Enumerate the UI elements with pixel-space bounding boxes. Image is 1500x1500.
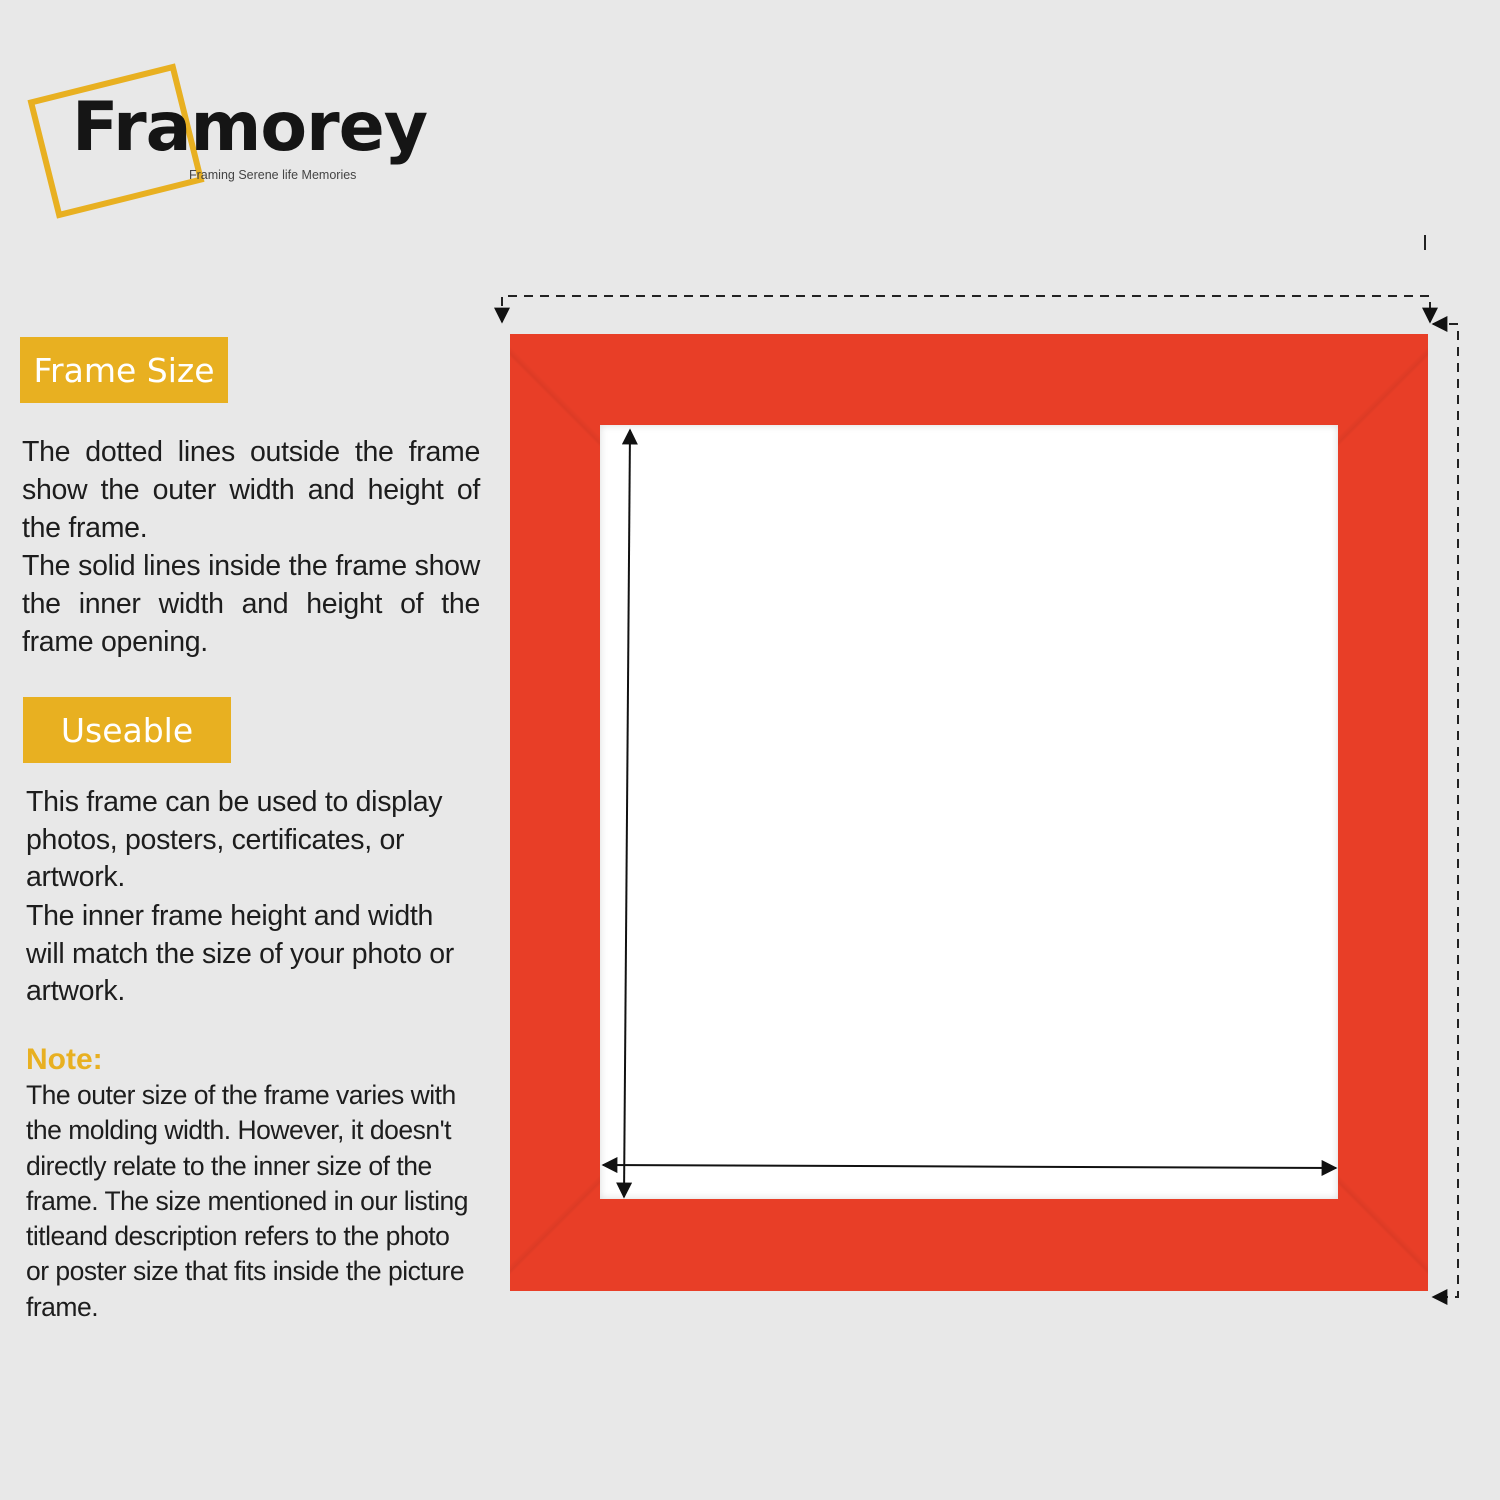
logo-wordmark: Framorey	[72, 88, 428, 167]
inner-width-solid-line	[603, 1165, 1336, 1168]
frame-size-paragraph-inner-text: The solid lines inside the frame show the inner width and height of the	[22, 550, 480, 620]
frame-size-heading: Frame Size	[20, 337, 228, 403]
logo-tagline: Framing Serene life Memories	[189, 168, 357, 182]
useable-heading: Useable	[23, 697, 231, 763]
useable-paragraph-2: The inner frame height and width will match the size of your photo or artwork.	[26, 900, 454, 1007]
frame-size-paragraph-outer-text: The dotted lines outside the frame show the outer width and height of	[22, 436, 480, 506]
note-heading: Note:	[26, 1043, 103, 1076]
note-body: The outer size of the frame varies with the molding width. However, it doesn't directly relate to the inner size of the frame. The size mentioned in our listing titleand description refers to the photo or poster size that fits inside the picture frame.	[26, 1080, 469, 1322]
outer-height-dotted-line	[1425, 235, 1458, 1297]
inner-height-solid-line	[624, 430, 630, 1197]
useable-paragraph-1: This frame can be used to display photos, posters, certificates, or artwork.	[26, 786, 443, 893]
outer-width-dotted-line	[502, 296, 1430, 322]
frame-size-paragraph-outer-end: the frame.	[22, 512, 148, 544]
frame-size-paragraph-inner-end: frame opening.	[22, 626, 208, 658]
